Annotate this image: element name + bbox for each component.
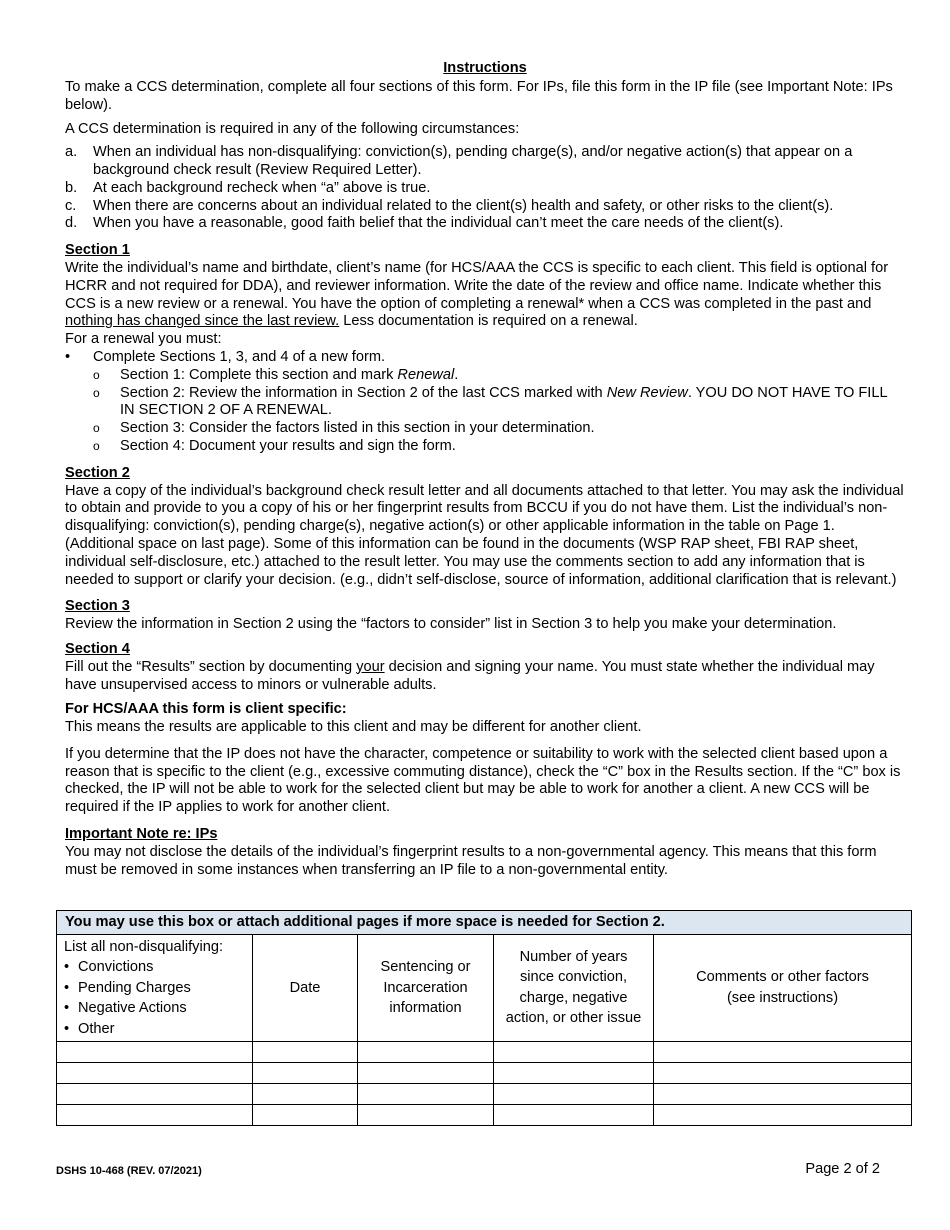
- table-cell[interactable]: [253, 1063, 358, 1084]
- renewal-list: [65, 349, 905, 456]
- list-item: [65, 215, 905, 233]
- list-item: [93, 438, 905, 456]
- table-column-headers: [57, 934, 912, 1042]
- list-item: [64, 998, 245, 1019]
- instructions-page: [65, 60, 905, 879]
- sub-bullet-marker: o: [93, 367, 100, 382]
- table-cell[interactable]: [253, 1084, 358, 1105]
- section-2-table: [56, 910, 912, 1126]
- table-cell[interactable]: [358, 1105, 494, 1126]
- table-cell[interactable]: [654, 1042, 912, 1063]
- list-item: [64, 978, 245, 999]
- table-row: [57, 1084, 912, 1105]
- table-cell[interactable]: [494, 1084, 654, 1105]
- table-cell[interactable]: [253, 1042, 358, 1063]
- table-cell[interactable]: [358, 1063, 494, 1084]
- section-1-heading: Section 1: [65, 242, 130, 259]
- sub-bullet-marker: o: [93, 385, 100, 400]
- hcs-text-2: If you determine that the IP does not have the character, competence or suitability to work with the selected client based upon a reason that is specific to the client (e.g., excessive commuting distance), check the “C” box in the Results section. If the “C” box is checked, the IP will not be able to work for the selected client but may be able to work for another a client. A new CCS will be required if the IP applies to work for another client.: [65, 745, 901, 816]
- hcs-text-1: This means the results are applicable to this client and may be different for another client.: [65, 719, 642, 736]
- table-row: [57, 1063, 912, 1084]
- list-item-text: Pending Charges: [78, 979, 191, 996]
- circumstances-list: [65, 144, 905, 233]
- list-item: [65, 349, 905, 456]
- column-header-list-title: List all non-disqualifying:: [64, 938, 223, 955]
- section-1-underlined: nothing has changed since the last review.: [65, 313, 340, 330]
- renewal-sublist: [93, 367, 905, 456]
- list-item-text: When there are concerns about an individual related to the client(s) health and safety, or other risks to the client(s).: [93, 197, 834, 214]
- table-cell[interactable]: [358, 1042, 494, 1063]
- sub-item-italic: New Review: [606, 384, 688, 401]
- list-item: [64, 957, 245, 978]
- list-item: [93, 420, 905, 438]
- column-header-date: Date: [253, 934, 358, 1042]
- table-row: [57, 1105, 912, 1126]
- circumstances-intro: A CCS determination is required in any of the following circumstances:: [65, 121, 520, 138]
- bullet-marker: •: [64, 1020, 70, 1037]
- table-row: [57, 1042, 912, 1063]
- sub-item-text-end: .: [454, 366, 459, 383]
- section-4-underlined: your: [356, 658, 385, 675]
- important-note-text: You may not disclose the details of the individual’s fingerprint results to a non-governmental agency. This means that this form must be removed in some instances when transferring an IP file to a non-governmental entity.: [65, 843, 877, 878]
- important-note-heading: Important Note re: IPs: [65, 826, 218, 843]
- section-1-text-b: Less documentation is required on a renewal.: [339, 313, 638, 330]
- table-cell[interactable]: [494, 1105, 654, 1126]
- column-header-sentencing: Sentencing or Incarceration information: [358, 934, 494, 1042]
- sub-item-text: Section 4: Document your results and sign the form.: [120, 437, 456, 454]
- section-2-heading: Section 2: [65, 464, 130, 481]
- section-4-text: [65, 659, 905, 695]
- table-cell[interactable]: [57, 1063, 253, 1084]
- table-cell[interactable]: [654, 1105, 912, 1126]
- table-cell[interactable]: [494, 1063, 654, 1084]
- list-item: [93, 367, 905, 385]
- column-header-years: Number of years since conviction, charge, negative action, or other issue: [494, 934, 654, 1042]
- table-cell[interactable]: [494, 1042, 654, 1063]
- section-4-heading: Section 4: [65, 640, 130, 657]
- list-item: [65, 198, 905, 216]
- sub-item-text: Section 1: Complete this section and mark: [120, 366, 398, 383]
- list-marker: b.: [65, 179, 78, 196]
- list-item: [93, 385, 905, 421]
- sub-item-italic: Renewal: [397, 366, 455, 383]
- section-4-text-a: Fill out the “Results” section by documenting: [65, 658, 357, 675]
- non-disqualifying-list: [64, 957, 245, 1039]
- list-item-text: Complete Sections 1, 3, and 4 of a new form.: [93, 348, 386, 365]
- table-cell[interactable]: [654, 1084, 912, 1105]
- form-id: DSHS 10-468 (REV. 07/2021): [56, 1165, 202, 1177]
- sub-bullet-marker: o: [93, 421, 100, 436]
- list-item-text: At each background recheck when “a” above is true.: [93, 179, 431, 196]
- bullet-marker: •: [64, 959, 70, 975]
- sub-item-text: Section 2: Review the information in Section 2 of the last CCS marked with: [120, 384, 607, 401]
- section-4-text-b: decision and signing your name. You must state whether the individual may have unsupervised access to minors or vulnerable adults.: [65, 658, 875, 693]
- list-item-text: When you have a reasonable, good faith belief that the individual can’t meet the care needs of the client(s).: [93, 215, 784, 232]
- section-1-text: [65, 260, 905, 331]
- table-cell[interactable]: [253, 1105, 358, 1126]
- sub-item-text: Section 3: Consider the factors listed in this section in your determination.: [120, 420, 595, 437]
- sub-bullet-marker: o: [93, 438, 100, 453]
- table-cell[interactable]: [57, 1042, 253, 1063]
- list-item: [65, 180, 905, 198]
- hcs-heading: For HCS/AAA this form is client specific:: [65, 701, 347, 718]
- table-cell[interactable]: [57, 1084, 253, 1105]
- page-title: Instructions: [443, 60, 527, 76]
- list-item-text: When an individual has non-disqualifying: conviction(s), pending charge(s), and/or negative action(s) that appear on a background check result (Review Required Letter).: [93, 144, 853, 178]
- list-marker: d.: [65, 215, 78, 232]
- column-header-list: [57, 934, 253, 1042]
- bullet-marker: •: [64, 1000, 70, 1016]
- list-item-text: Other: [78, 1020, 115, 1037]
- list-item-text: Negative Actions: [78, 1000, 187, 1016]
- column-header-comments: Comments or other factors (see instructions): [654, 934, 912, 1042]
- list-item: [64, 1019, 245, 1040]
- list-marker: a.: [65, 144, 78, 161]
- list-marker: c.: [65, 197, 77, 214]
- renewal-intro: For a renewal you must:: [65, 331, 222, 348]
- sub-item-text-end: . YOU DO NOT HAVE TO FILL IN SECTION 2 OF A RENEWAL.: [120, 384, 888, 419]
- section-2-text: Have a copy of the individual’s background check result letter and all documents attached to that letter. You may ask the individual to obtain and provide to you a copy of his or her fingerprint results from BCCU if you do not have them. List the individual’s non-disqualifying: conviction(s), pending charge(s), negative action(s) or other applicable information in the table on Page 1. (Additional space on last page). Some of this information can be found in the documents (WSP RAP sheet, FBI RAP sheet, individual self-disclosure, etc.) attached to the result letter. You may use the comments section to add any information that is needed to support or clarify your decision. (e.g., didn’t self-disclose, source of information, additional clarification that is relevant.): [65, 482, 904, 588]
- table-header: You may use this box or attach additional pages if more space is needed for Section 2.: [57, 911, 912, 935]
- list-item-text: Convictions: [78, 959, 154, 975]
- bullet-marker: •: [65, 348, 71, 365]
- table-cell[interactable]: [358, 1084, 494, 1105]
- bullet-marker: •: [64, 979, 70, 996]
- section-3-text: Review the information in Section 2 using the “factors to consider” list in Section 3 to help you make your determination.: [65, 616, 837, 633]
- intro-paragraph: To make a CCS determination, complete all four sections of this form. For IPs, file this form in the IP file (see Important Note: IPs below).: [65, 78, 893, 113]
- section-3-heading: Section 3: [65, 598, 130, 615]
- table-cell[interactable]: [57, 1105, 253, 1126]
- table-cell[interactable]: [654, 1063, 912, 1084]
- page-number: Page 2 of 2: [805, 1161, 880, 1177]
- section-1-text-a: Write the individual’s name and birthdate, client’s name (for HCS/AAA the CCS is specific to each client. This field is optional for HCRR and not required for DDA), and reviewer information. Write the date of the review and office name. Indicate whether this CCS is a new review or a renewal. You have the option of completing a renewal* when a CCS was completed in the past and: [65, 259, 889, 312]
- list-item: [65, 144, 905, 180]
